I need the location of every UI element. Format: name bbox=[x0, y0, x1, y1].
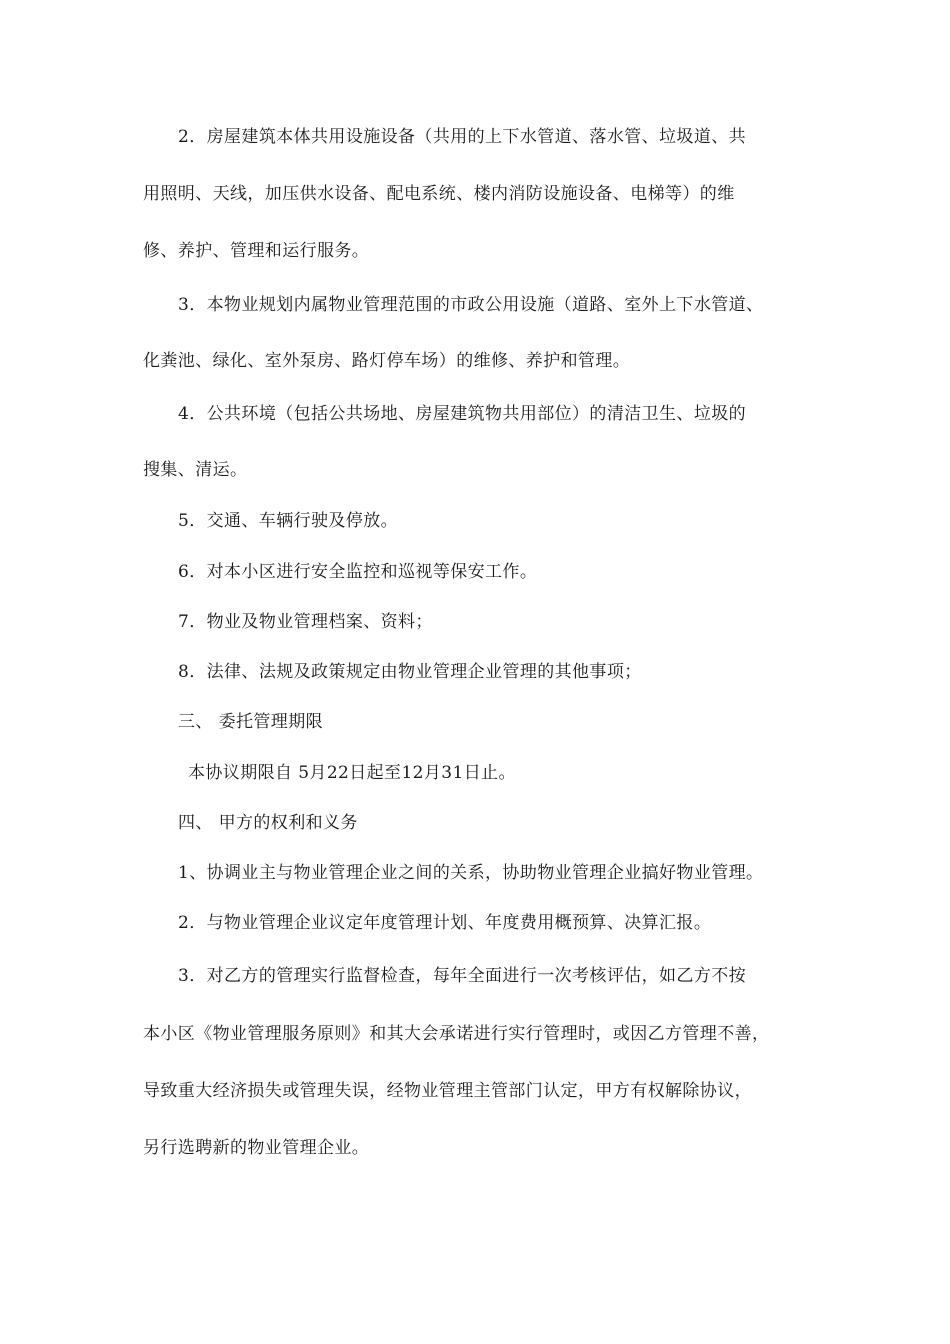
section-heading: 四、 甲方的权利和义务 bbox=[178, 813, 358, 833]
paragraph-line: 本小区《物业管理服务原则》和其大会承诺进行实行管理时，或因乙方管理不善， bbox=[143, 1024, 770, 1044]
paragraph-line: 1、协调业主与物业管理企业之间的关系，协助物业管理企业搞好物业管理。 bbox=[178, 863, 764, 883]
paragraph-line: 另行选聘新的物业管理企业。 bbox=[143, 1138, 370, 1158]
paragraph-line: 搜集、清运。 bbox=[143, 460, 248, 480]
paragraph-line: 本协议期限自 5月22日起至12月31日止。 bbox=[188, 763, 516, 783]
paragraph-line: 2．房屋建筑本体共用设施设备（共用的上下水管道、落水管、垃圾道、共 bbox=[178, 127, 747, 147]
paragraph-line: 8．法律、法规及政策规定由物业管理企业管理的其他事项； bbox=[178, 662, 642, 682]
paragraph-line: 5．交通、车辆行驶及停放。 bbox=[178, 511, 399, 531]
paragraph-line: 4．公共环境（包括公共场地、房屋建筑物共用部位）的清洁卫生、垃圾的 bbox=[178, 404, 747, 424]
paragraph-line: 6．对本小区进行安全监控和巡视等保安工作。 bbox=[178, 562, 538, 582]
paragraph-line: 3．本物业规划内属物业管理范围的市政公用设施（道路、室外上下水管道、 bbox=[178, 295, 764, 315]
section-heading: 三、 委托管理期限 bbox=[178, 712, 324, 732]
paragraph-line: 化粪池、绿化、室外泵房、路灯停车场）的维修、养护和管理。 bbox=[143, 351, 631, 371]
paragraph-line: 2．与物业管理企业议定年度管理计划、年度费用概预算、决算汇报。 bbox=[178, 913, 712, 933]
paragraph-line: 3．对乙方的管理实行监督检查，每年全面进行一次考核评估，如乙方不按 bbox=[178, 966, 747, 986]
paragraph-line: 7．物业及物业管理档案、资料； bbox=[178, 612, 433, 632]
paragraph-line: 用照明、天线，加压供水设备、配电系统、楼内消防设施设备、电梯等）的维 bbox=[143, 184, 735, 204]
paragraph-line: 导致重大经济损失或管理失误，经物业管理主管部门认定，甲方有权解除协议， bbox=[143, 1081, 752, 1101]
paragraph-line: 修、养护、管理和运行服务。 bbox=[143, 241, 370, 261]
